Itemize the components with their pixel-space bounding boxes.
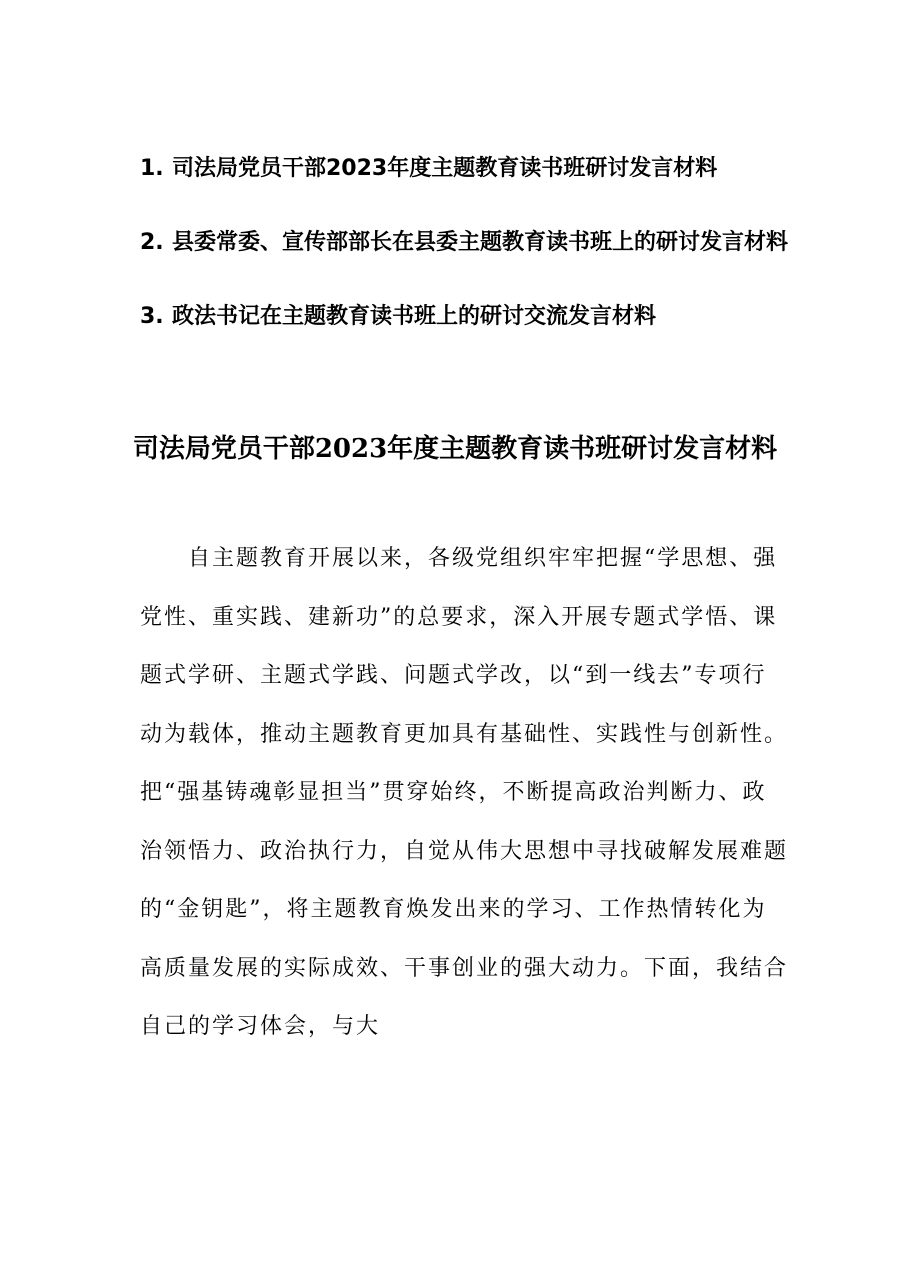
body-paragraph-text: 自主题教育开展以来，各级党组织牢牢把握“学思想、强党性、重实践、建新功”的总要求，深入开展专题式学悟、课题式学研、主题式学践、问题式学改，以“到一线去”专项行动为载体，推动主题教育更加具有基础性、实践性与创新性。把“强基铸魂彰显担当”贯穿始终，不断提高政治判断力、政治领悟力、政治执行力，自觉从伟大思想中寻找破解发展难题的“金钥匙”，将主题教育焕发出来的学习、工作热情转化为高质量发展的实际成效、干事创业的强大动力。下面，我结合自己的学习体会，与大 — [140, 546, 789, 1039]
document-title: 司法局党员干部2023年度主题教育读书班研讨发言材料 — [132, 434, 778, 464]
toc-item-text: 县委常委、宣传部部长在县委主题教育读书班上的研讨发言材料 — [172, 230, 789, 255]
toc-item-number: 2. — [140, 230, 164, 255]
toc-item-number: 1. — [140, 156, 164, 181]
table-of-contents — [140, 132, 800, 354]
toc-item-text: 司法局党员干部2023年度主题教育读书班研讨发言材料 — [172, 156, 718, 181]
toc-item[interactable] — [140, 206, 800, 280]
toc-item-text: 政法书记在主题教育读书班上的研讨交流发言材料 — [172, 304, 657, 329]
toc-item-number: 3. — [140, 304, 164, 329]
body-paragraph — [140, 530, 790, 1057]
toc-item[interactable] — [140, 280, 800, 354]
toc-item[interactable] — [140, 132, 800, 206]
